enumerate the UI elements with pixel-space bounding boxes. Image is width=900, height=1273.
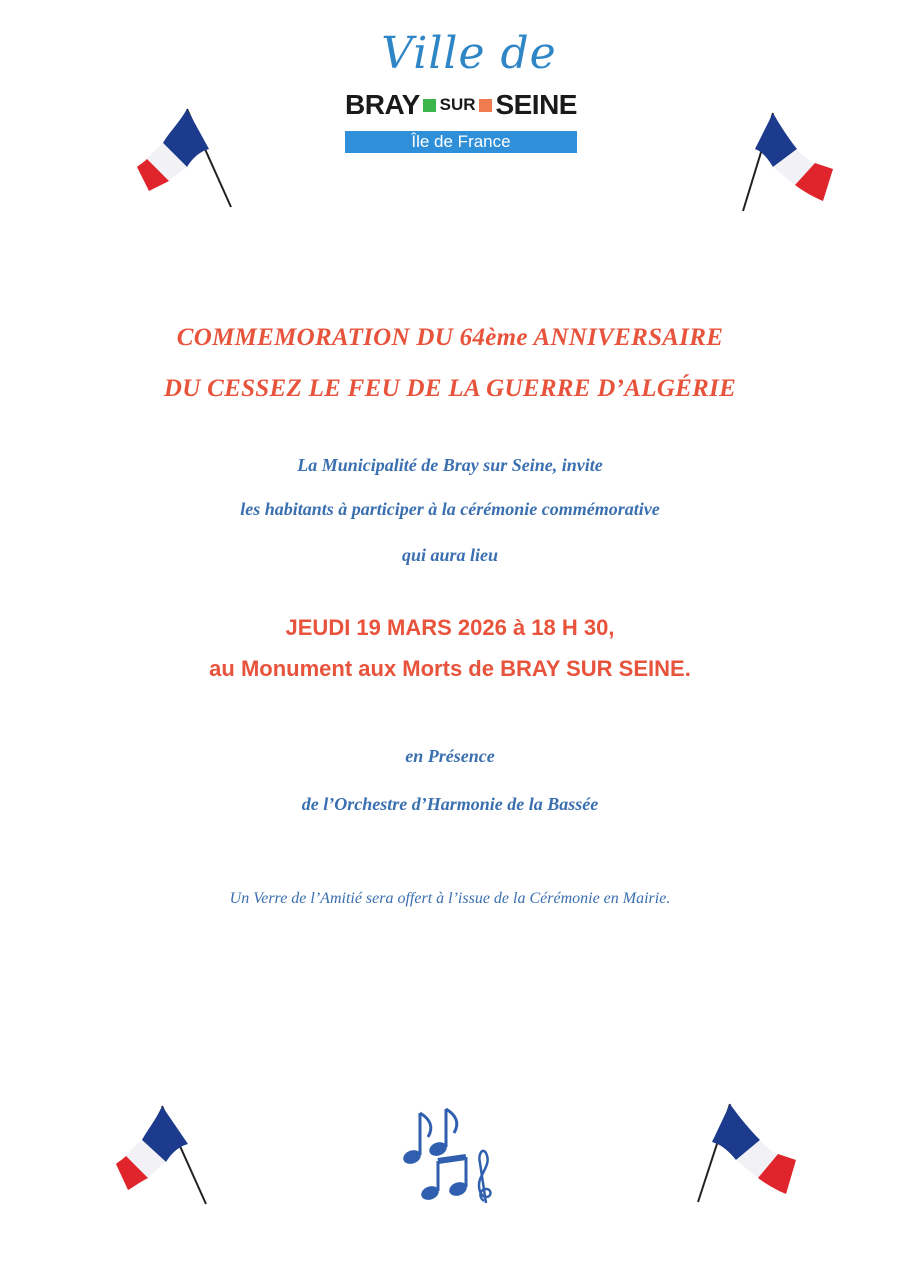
- invitation-line-1: La Municipalité de Bray sur Seine, invite: [297, 455, 603, 475]
- logo-script-text: Ville de: [381, 28, 557, 79]
- heading-line-2: DU CESSEZ LE FEU DE LA GUERRE D’ALGÉRIE: [163, 375, 737, 402]
- logo-orange-square: [479, 99, 492, 112]
- event-datetime: JEUDI 19 MARS 2026 à 18 H 30,: [285, 615, 615, 640]
- invitation-line-2: les habitants à participer à la cérémonie commémorative: [240, 499, 660, 519]
- french-flag-icon: [690, 1098, 820, 1208]
- logo-region-band: Île de France: [345, 131, 577, 153]
- logo-word-sur: SUR: [439, 95, 476, 114]
- closing-note: Un Verre de l’Amitié sera offert à l’issue de la Cérémonie en Mairie.: [229, 890, 671, 907]
- heading-line-1: COMMEMORATION DU 64ème ANNIVERSAIRE: [176, 324, 724, 351]
- logo-word-bray: BRAY: [345, 89, 420, 120]
- music-notes-icon: [400, 1105, 496, 1205]
- presence-line-2: de l’Orchestre d’Harmonie de la Bassée: [301, 794, 599, 814]
- invitation-line-3: qui aura lieu: [401, 545, 499, 565]
- french-flag-icon: [725, 105, 855, 215]
- logo-green-square: [423, 99, 436, 112]
- french-flag-icon: [135, 105, 265, 215]
- event-location: au Monument aux Morts de BRAY SUR SEINE.: [209, 656, 691, 681]
- presence-line-1: en Présence: [405, 746, 495, 766]
- logo-wordmark: [345, 88, 577, 122]
- logo-word-seine: SEINE: [495, 89, 577, 120]
- french-flag-icon: [110, 1100, 240, 1210]
